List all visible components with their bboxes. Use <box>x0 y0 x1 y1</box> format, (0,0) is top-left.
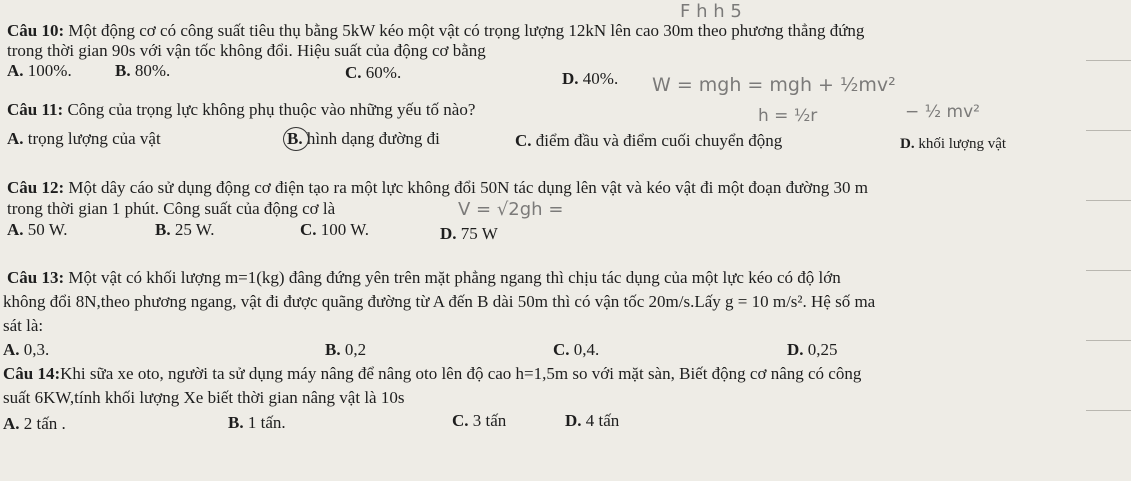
answer-circle <box>283 127 309 151</box>
q12-option-b[interactable]: B. 25 W. <box>155 220 215 239</box>
handwriting-top: F h h 5 <box>680 1 742 22</box>
q12-line1: Câu 12: Một dây cáo sử dụng động cơ điện tạo ra một lực không đổi 50N tác dụng lên vật và kéo vật đi một đoạn đường 30 m <box>7 178 869 197</box>
q13-option-a[interactable]: A. 0,3. <box>3 340 50 359</box>
q13-option-d[interactable]: D. 0,25 <box>787 340 838 359</box>
q12-option-c[interactable]: C. 100 W. <box>300 220 369 239</box>
handwriting-h-formula: h = ½r <box>758 106 818 126</box>
handwriting-velocity: V = √2gh = <box>458 199 564 220</box>
q13-line3: sát là: <box>3 316 44 335</box>
q11-option-b[interactable]: B. hình dạng đường đi <box>287 129 440 148</box>
q10-option-c[interactable]: C. 60%. <box>345 63 402 82</box>
q12-option-d[interactable]: D. 75 W <box>440 224 498 243</box>
q14-option-d[interactable]: D. 4 tấn <box>565 411 620 430</box>
q11-option-d[interactable]: D. khối lượng vật <box>900 136 1007 152</box>
q11-option-a[interactable]: A. trọng lượng của vật <box>7 129 161 148</box>
rule-line <box>1086 410 1131 411</box>
q14-title: Câu 14: <box>3 364 61 383</box>
q10-title: Câu 10: <box>7 21 65 40</box>
q14-option-b[interactable]: B. 1 tấn. <box>228 413 286 432</box>
handwriting-kinetic: − ½ mv² <box>905 102 980 122</box>
q10-option-b[interactable]: B. 80%. <box>115 61 171 80</box>
q10-line2: trong thời gian 90s với vận tốc không đổi. Hiệu suất của động cơ bằng <box>7 41 486 60</box>
q13-option-b[interactable]: B. 0,2 <box>325 340 367 359</box>
q14-option-a[interactable]: A. 2 tấn . <box>3 414 66 433</box>
rule-line <box>1086 130 1131 131</box>
q14-line2: suất 6KW,tính khối lượng Xe biết thời gian nâng vật là 10s <box>3 388 405 407</box>
q13-option-c[interactable]: C. 0,4. <box>553 340 600 359</box>
q14-option-c[interactable]: C. 3 tấn <box>452 411 507 430</box>
q12-title: Câu 12: <box>7 178 65 197</box>
q10-option-a[interactable]: A. 100%. <box>7 61 72 80</box>
rule-line <box>1086 270 1131 271</box>
q11-title: Câu 11: <box>7 100 64 119</box>
q13-line2: không đổi 8N,theo phương ngang, vật đi được quãng đường từ A đến B dài 50m thì có vận tốc 20m/s.Lấy g = 10 m/s². Hệ số ma <box>3 292 876 311</box>
q11-option-c[interactable]: C. điểm đầu và điểm cuối chuyển động <box>515 131 783 150</box>
q14-line1: Câu 14:Khi sữa xe oto, người ta sử dụng máy nâng để nâng oto lên độ cao h=1,5m so với mặt sàn, Biết động cơ nâng có công <box>3 364 862 383</box>
rule-line <box>1086 340 1131 341</box>
q11-line1: Câu 11: Công của trọng lực không phụ thuộc vào những yếu tố nào? <box>7 100 476 119</box>
q13-title: Câu 13: <box>7 268 65 287</box>
q10-option-d[interactable]: D. 40%. <box>562 69 619 88</box>
handwriting-work-formula: W = mgh = mgh + ½mv² <box>652 74 896 96</box>
q12-line2: trong thời gian 1 phút. Công suất của động cơ là <box>7 199 336 218</box>
q13-line1: Câu 13: Một vật có khối lượng m=1(kg) đâng đứng yên trên mặt phẳng ngang thì chịu tác dụng của một lực kéo có độ lớn <box>7 268 841 287</box>
q10-line1: Câu 10: Một động cơ có công suất tiêu thụ bằng 5kW kéo một vật có trọng lượng 12kN lên cao 30m theo phương thẳng đứng <box>7 21 865 40</box>
rule-line <box>1086 200 1131 201</box>
q12-option-a[interactable]: A. 50 W. <box>7 220 68 239</box>
rule-line <box>1086 60 1131 61</box>
